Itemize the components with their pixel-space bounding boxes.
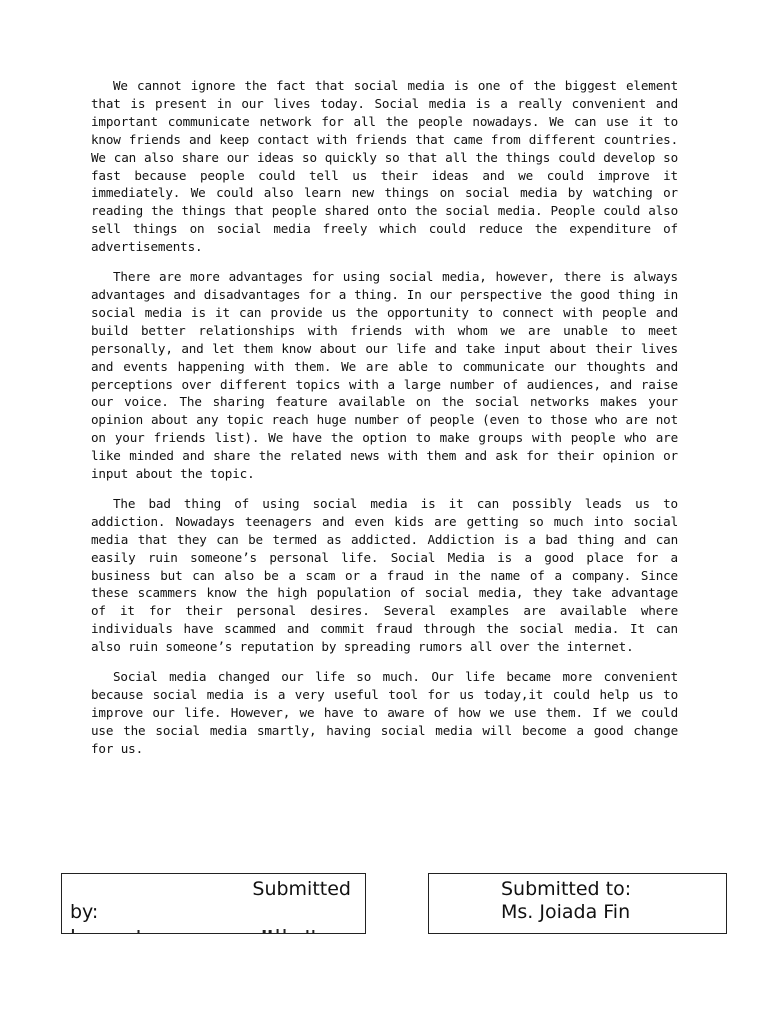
submitted-by-heading: Submitted: [252, 878, 351, 900]
paragraph-advantages: There are more advantages for using social media, however, there is always advantages and disadvantages for a thing. In our perspective the good thing in social media is it can provide us the opportunity to connect with people and build better relationships with friends with whom we are unable to meet personally, and let them know about our life and take input about their lives and events happening with them. We are able to communicate our thoughts and perceptions over different topics with a large number of audiences, and raise our voice. The sharing feature available on the social networks makes your opinion about any topic reach huge number of people (even to those who are not on your friends list). We have the option to make groups with people who are like minded and share the related news with them and ask for their opinion or input about the topic.: [91, 269, 678, 482]
submitted-to-text: [501, 878, 631, 924]
submitted-by-box: [61, 873, 366, 934]
paragraph-conclusion: Social media changed our life so much. Our life became more convenient because social media is a very useful tool for us today,it could help us to improve our life. However, we have to aware of how we use them. If we could use the social media smartly, having social media will become a good change for us.: [91, 669, 678, 756]
submitted-by-label: by:: [70, 901, 99, 923]
submitted-to-name: Ms. Joiada Fin: [501, 901, 631, 923]
submitted-to-box: [428, 873, 727, 934]
essay-body: [91, 77, 678, 770]
paragraph-disadvantages: The bad thing of using social media is it can possibly leads us to addiction. Nowadays teenagers and even kids are getting so much into social media that they can be termed as addicted. Addiction is a bad thing and can easily ruin someone’s personal life. Social Media is a good place for a business but can also be a scam or a fraud in the name of a company. Since these scammers know the high population of social media, they take advantage of it for their personal desires. Several examples are available where individuals have scammed and commit fraud through the social media. It can also ruin someone’s reputation by spreading rumors all over the internet.: [91, 495, 678, 655]
paragraph-intro: We cannot ignore the fact that social media is one of the biggest element that is present in our lives today. Social media is a really convenient and important communicate network for all the people nowadays. We can use it to know friends and keep contact with friends that came from different countries. We can also share our ideas so quickly so that all the things could develop so fast because people could tell us their ideas and we could improve it immediately. We could also learn new things on social media by watching or reading the things that people shared onto the social media. People could also sell things on social media freely which could reduce the expenditure of advertisements.: [91, 78, 678, 255]
submitted-to-heading: Submitted to:: [501, 878, 632, 900]
clipped-text-fragments: [62, 926, 365, 934]
